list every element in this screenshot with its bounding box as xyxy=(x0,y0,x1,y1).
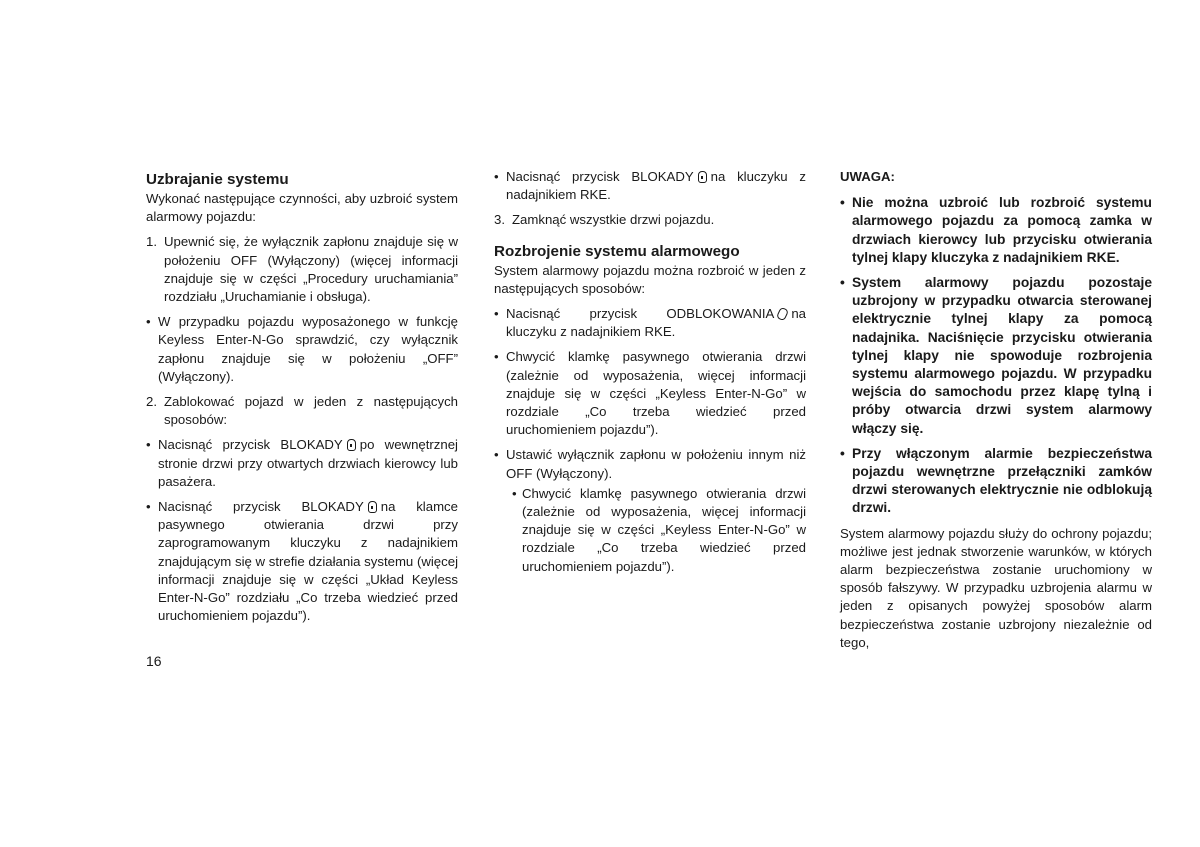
bullet-text: Nacisnąć przycisk BLOKADY xyxy=(158,499,364,515)
section-heading-arming: Uzbrajanie systemu xyxy=(146,171,289,188)
bullet-unlock-rke xyxy=(494,305,806,341)
step-number: 1. xyxy=(146,234,157,250)
step-1 xyxy=(146,233,458,306)
note-title: UWAGA: xyxy=(840,169,895,184)
warning-3: • Przy włączonym alarmie bezpieczeństwa pojazdu wewnętrzne przełączniki zamków drzwi sterowanych elektrycznie nie odblokują drzwi. xyxy=(840,445,1152,518)
bullet-keyless: • W przypadku pojazdu wyposażonego w funkcję Keyless Enter-N-Go sprawdzić, czy wyłącznik zapłonu znajduje się w położeniu „OFF” (Wyłączony). xyxy=(146,313,458,386)
step-number: 2. xyxy=(146,394,157,410)
bullet-text: Nacisnąć przycisk BLOKADY xyxy=(506,169,694,184)
bullet-lock-inside xyxy=(146,436,458,491)
bullet-text: na kluczyku z nadajnikiem RKE. xyxy=(506,306,806,340)
column-middle xyxy=(494,168,806,582)
bullet-text: na klamce pasywnego otwierania drzwi przy zaprogramowanym kluczyku z nadajnikiem znajdującym się w strefie działania systemu (więcej informacji znajduje się w części „Układ Keyless Enter-N-Go” rozdziału „Co trzeba wiedzieć przed uruchomieniem pojazdu”). xyxy=(158,499,458,624)
step-2 xyxy=(146,393,458,429)
step-text: Zablokować pojazd w jeden z następujących sposobów: xyxy=(164,394,458,428)
bullet-text: Nacisnąć przycisk ODBLOKOWANIA xyxy=(506,306,775,322)
section-heading-disarming: Rozbrojenie systemu alarmowego xyxy=(494,242,740,260)
bullet-lock-handle xyxy=(146,498,458,625)
lock-icon xyxy=(347,439,356,451)
arming-intro: Wykonać następujące czynności, aby uzbroić system alarmowy pojazdu: xyxy=(146,191,458,225)
step-number: 3. xyxy=(494,212,505,228)
warning-1: • Nie można uzbroić lub rozbroić systemu alarmowego pojazdu za pomocą zamka w drzwiach kierowcy lub przycisku otwierania tylnej klapy kluczyka z nadajnikiem RKE. xyxy=(840,194,1152,267)
lock-icon xyxy=(698,171,707,183)
column-right xyxy=(840,168,1152,659)
step-3 xyxy=(494,211,806,229)
sub-bullet-handle: • Chwycić klamkę pasywnego otwierania drzwi (zależnie od wyposażenia, więcej informacji znajduje się w części „Keyless Enter-N-Go” w rozdziale „Co trzeba wiedzieć przed uruchomieniem pojazdu”). xyxy=(494,485,806,576)
column-left xyxy=(146,168,458,632)
step-text: Zamknąć wszystkie drzwi pojazdu. xyxy=(512,212,715,228)
bullet-ignition: • Ustawić wyłącznik zapłonu w położeniu innym niż OFF (Wyłączony). xyxy=(494,446,806,482)
bullet-text: na kluczyku z nadajnikiem RKE. xyxy=(506,169,806,203)
bullet-lock-rke xyxy=(494,168,806,204)
step-text: Upewnić się, że wyłącznik zapłonu znajduje się w położeniu OFF (Wyłączony) (więcej informacji znajduje się w części „Procedury uruchamiania” rozdziału „Uruchamianie i obsługa). xyxy=(164,234,458,305)
bullet-text: po wewnętrznej stronie drzwi przy otwartych drzwiach kierowcy lub pasażera. xyxy=(158,437,458,489)
warning-2: • System alarmowy pojazdu pozostaje uzbrojony w przypadku otwarcia sterowanej elektrycznie tylnej klapy za pomocą nadajnika. Naciśnięcie przycisku otwierania tylnej klapy nie spowoduje rozbrojenia systemu alarmowego pojazdu. W przypadku wejścia do samochodu przez klapę tylną i próby otwarcia drzwi system alarmowy włączy się. xyxy=(840,274,1152,438)
lock-icon xyxy=(368,501,377,513)
disarming-intro: System alarmowy pojazdu można rozbroić w jeden z następujących sposobów: xyxy=(494,262,806,296)
unlock-icon xyxy=(776,307,789,322)
bullet-text: Nacisnąć przycisk BLOKADY xyxy=(158,437,343,453)
page-number: 16 xyxy=(146,653,162,669)
bullet-passive-handle: • Chwycić klamkę pasywnego otwierania drzwi (zależnie od wyposażenia, więcej informacji znajduje się w części „Keyless Enter-N-Go” w rozdziale „Co trzeba wiedzieć przed uruchomieniem pojazdu”). xyxy=(494,348,806,439)
closing-paragraph: System alarmowy pojazdu służy do ochrony pojazdu; możliwe jest jednak stworzenie warunków, w których alarm bezpieczeństwa zostanie uruchomiony w sposób fałszywy. W przypadku uzbrojenia alarmu w jeden z opisanych powyżej sposobów alarm bezpieczeństwa zostanie uzbrojony niezależnie od tego, xyxy=(840,525,1152,650)
